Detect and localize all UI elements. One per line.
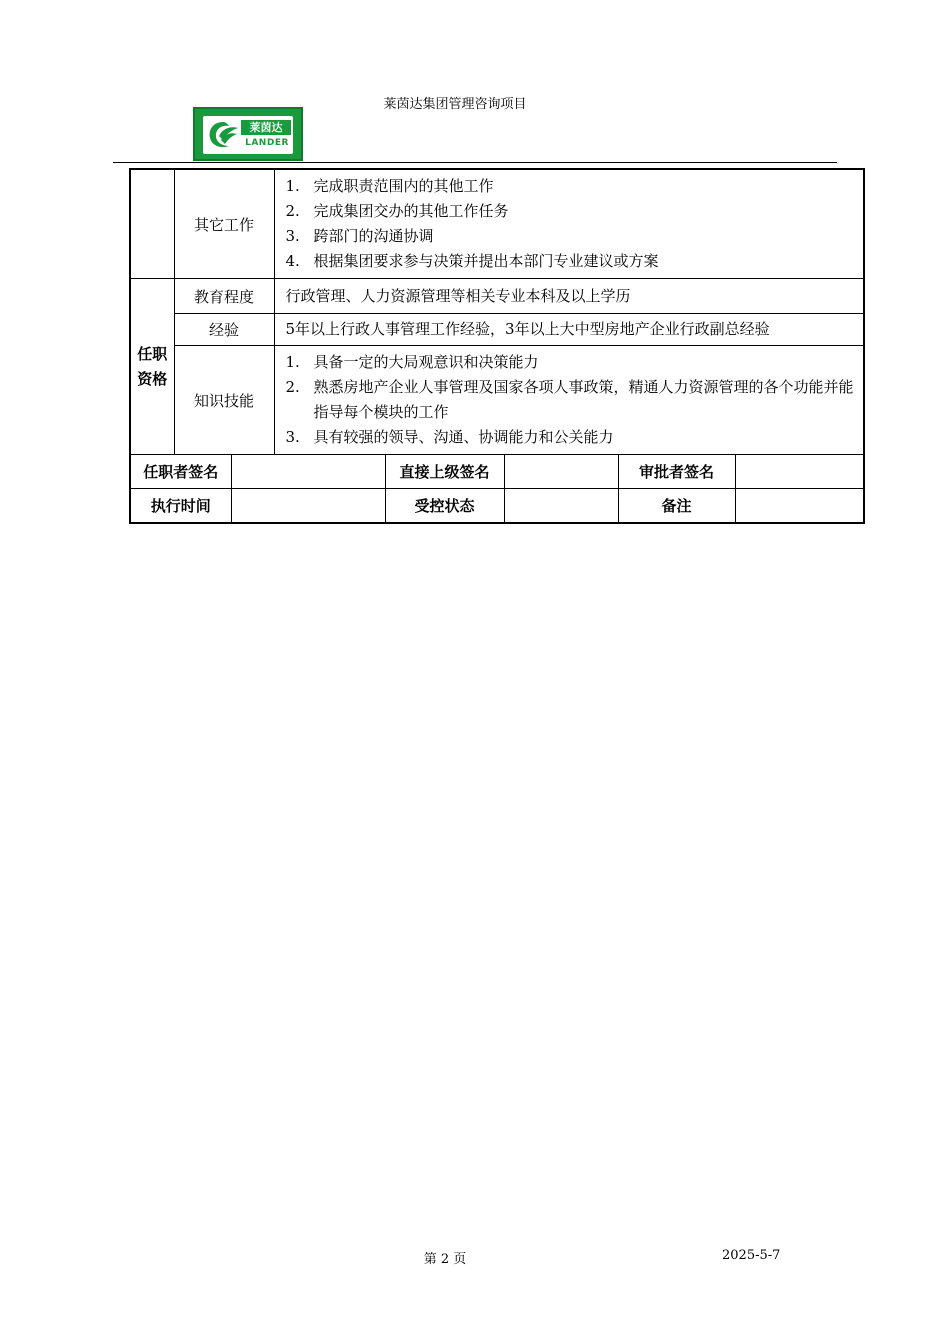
list-skills (286, 350, 860, 450)
row-skills (130, 346, 864, 455)
leaf-swoosh-icon (205, 118, 241, 152)
company-logo (193, 107, 303, 161)
field-control-status[interactable] (504, 489, 618, 524)
row-execution (130, 489, 864, 524)
list-item: 4. 根据集团要求参与决策并提出本部门专业建议或方案 (285, 252, 659, 270)
label-exec-time: 执行时间 (130, 489, 231, 524)
logo-text-en: LANDER (245, 138, 289, 148)
list-item: 3. 跨部门的沟通协调 (285, 227, 434, 245)
list-item: 2. 熟悉房地产企业人事管理及国家各项人事政策，精通人力资源管理的各个功能并能指导每个模块的工作 (285, 378, 854, 421)
field-exec-time[interactable] (231, 489, 385, 524)
label-approver-signature: 审批者签名 (618, 455, 735, 489)
row-signatures (130, 455, 864, 489)
label-remarks: 备注 (618, 489, 735, 524)
field-approver-signature[interactable] (735, 455, 864, 489)
header-divider (113, 162, 837, 163)
label-education: 教育程度 (174, 279, 274, 314)
list-other-work (286, 174, 860, 274)
footer-date: 2025-5-7 (722, 1248, 781, 1263)
label-holder-signature: 任职者签名 (130, 455, 231, 489)
label-skills: 知识技能 (174, 346, 274, 455)
job-description-table (129, 168, 865, 524)
row-education (130, 279, 864, 314)
category-qualification: 任职资格 (130, 279, 174, 455)
label-experience: 经验 (174, 314, 274, 346)
list-item: 3. 具有较强的领导、沟通、协调能力和公关能力 (285, 428, 614, 446)
label-control-status: 受控状态 (385, 489, 504, 524)
content-experience: 5年以上行政人事管理工作经验，3年以上大中型房地产企业行政副总经验 (274, 314, 864, 346)
row-experience (130, 314, 864, 346)
label-other-work: 其它工作 (174, 169, 274, 279)
list-item: 1. 完成职责范围内的其他工作 (285, 177, 494, 195)
field-supervisor-signature[interactable] (504, 455, 618, 489)
content-education: 行政管理、人力资源管理等相关专业本科及以上学历 (274, 279, 864, 314)
logo-text-cn: 莱茵达 (241, 120, 291, 135)
content-skills (274, 346, 864, 455)
field-remarks[interactable] (735, 489, 864, 524)
cell-duty-category (130, 169, 174, 279)
list-item: 1. 具备一定的大局观意识和决策能力 (285, 353, 539, 371)
list-item: 2. 完成集团交办的其他工作任务 (285, 202, 509, 220)
header-title: 莱茵达集团管理咨询项目 (383, 97, 527, 112)
page-number: 第 2 页 (423, 1252, 467, 1267)
field-holder-signature[interactable] (231, 455, 385, 489)
label-supervisor-signature: 直接上级签名 (385, 455, 504, 489)
row-other-work (130, 169, 864, 279)
content-other-work (274, 169, 864, 279)
